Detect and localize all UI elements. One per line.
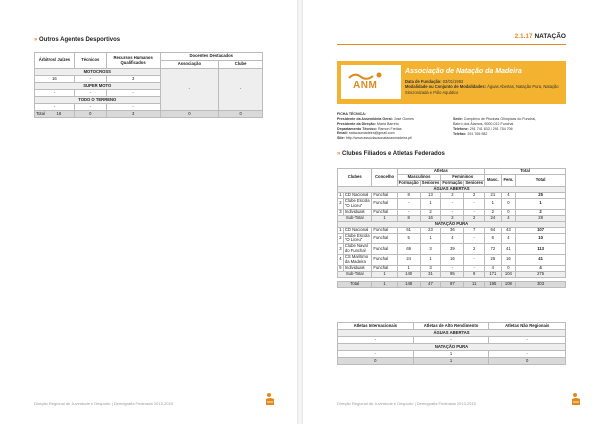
col-recursos: Recursos Humanos Qualificados — [106, 53, 160, 69]
col-docentes: Docentes Destacados — [160, 53, 262, 61]
total-row: Total 16 0 3 0 0 — [35, 111, 263, 118]
association-info: Data de Fundação: 03/01/1992 Modalidade ou Conjunto de Modalidades: Águas Abertas, Natação Pura, Natação Sincronizada e Pólo Aquático — [405, 79, 559, 95]
table-row: 5 Individuais Funchal 1 3 - - 4 0 4 — [338, 265, 566, 271]
table-row: 3 Clube Naval do Funchal Funchal 69 3 39 2 72 41 113 — [338, 244, 566, 255]
right-page — [303, 0, 600, 424]
subtotal-row: Sub-Total 1 8 16 2 2 24 4 28 — [338, 215, 566, 221]
col-total: Total — [485, 169, 566, 175]
table-row: - - - — [35, 90, 263, 97]
table-row: 2 Clube Escola "O Liceu" Funchal - 1 - - 1 0 1 — [338, 199, 566, 210]
table-row: 3 Individuais Funchal - 2 - - 2 0 2 — [338, 209, 566, 215]
table-row: 1 CD Nacional Funchal 8 13 2 2 21 4 25 — [338, 193, 566, 199]
col-clubes: Clubes — [338, 169, 372, 187]
association-banner — [337, 61, 566, 104]
total-row: Total 1 148 47 97 11 195 108 303 — [338, 281, 566, 287]
drjd-logo-icon — [264, 392, 276, 406]
section-row: MOTOCROSS — [35, 69, 161, 76]
drjd-logo-icon — [570, 392, 582, 406]
col-atletas: Atletas — [397, 169, 484, 175]
footer-text: Direção Regional de Juventude e Desporto | Demografia Federada 2013-2015 — [337, 401, 476, 406]
heading-rule — [337, 44, 566, 45]
outros-agentes-table — [34, 52, 263, 118]
anm-logo: ANM — [341, 65, 401, 99]
col-nao-regionais: Atletas Não Regionais — [489, 323, 566, 330]
group-row: ÁGUAS ABERTAS — [338, 330, 566, 337]
subtotal-row: Sub-Total 1 140 31 95 9 171 104 275 — [338, 271, 566, 277]
docentes-associacao-value: - — [160, 69, 219, 111]
table-row: 1 CD Nacional Funchal 61 23 36 7 64 43 107 — [338, 227, 566, 233]
table-row: - 1 - — [338, 351, 566, 358]
table-row: 16 - 3 — [35, 76, 263, 83]
association-name: Associação de Natação da Madeira — [405, 68, 522, 75]
tech-sheet-left: FICHA TÉCNICA: Presidente da Assembleia Geral: José Gomes Presidente da Direção: Maria Barreto Departamento Técnico: Ramon Freitas Email: natacaomadeira@gmail.com Site: http://www.associacaonatacaomadeira.pt/ — [337, 112, 414, 141]
col-concelho: Concelho — [372, 169, 397, 187]
col-masculinos: Masculinos — [397, 175, 441, 181]
table-row: 4 CS Marítimo da Madeira Funchal 24 1 16 - 25 16 41 — [338, 254, 566, 265]
docentes-clube-value: - — [219, 69, 263, 111]
total-row: 0 1 0 — [338, 358, 566, 365]
col-associacao: Associação — [160, 61, 219, 69]
section-title-outros-agentes: » Outros Agentes Desportivos — [34, 37, 121, 43]
table-row: - - - — [35, 104, 263, 111]
col-arbitros: Árbitros/ Juízes — [35, 53, 75, 69]
group-row: NATAÇÃO PURA — [338, 221, 566, 227]
section-row: SUPER MOTO — [35, 83, 161, 90]
col-tecnicos: Técnicos — [74, 53, 106, 69]
col-alto-rendimento: Atletas de Alto Rendimento — [413, 323, 489, 330]
col-internacionais: Atletas Internacionais — [338, 323, 414, 330]
footer-text: Direção Regional de Juventude e Desporto | Demografia Federada 2013-2015 — [34, 401, 173, 406]
left-page — [0, 0, 297, 424]
table-row: - - - — [338, 337, 566, 344]
group-row: NATAÇÃO PURA — [338, 344, 566, 351]
col-femininos: Femininos — [441, 175, 485, 181]
group-row: ÁGUAS ABERTAS — [338, 187, 566, 193]
atletas-table — [337, 322, 566, 365]
section-row: TODO O TERRENO — [35, 97, 161, 104]
chapter-heading: 2.1.17 NATAÇÃO — [514, 33, 566, 40]
section-title-clubes: » Clubes Filiados e Atletas Federados — [337, 151, 445, 157]
tech-sheet-right: Sede: Complexo de Piscinas Olímpicas do Funchal, Bairro dos Álamos, 9000-012 Funchal Telefone: 291 741 833 / 291 754 706 Telefax: 291 765 982 — [453, 117, 537, 136]
clubes-table: Clubes Concelho Atletas Total Masculinos Femininos Masc. Fem. Total Formação Seniores Formação Seniores ÁGUAS ABERTAS 1 CD Nacional Funchal 8 13 2 2 21 4 25 2 Clube Escola "O Liceu" Funchal - 1 - - 1 0 1 3 Individuais Funchal - 2 - - 2 0 2 Sub-Total 1 8 16 2 2 24 4 28 NATAÇÃO PURA 1 CD Nacional Funchal 61 23 36 7 64 43 107 2 Clube Escola "O Liceu" Funchal 5 1 4 - 6 4 10 3 Clube Naval do Funchal Funchal 69 3 39 2 72 41 113 4 CS Marítimo da Madeira Funchal 24 1 16 - 25 16 41 5 Individuais Funchal 1 3 - - 4 0 4 Sub-Total 1 140 31 95 9 171 104 275 Total 1 148 47 97 11 195 108 303 — [337, 168, 566, 288]
col-clube: Clube — [219, 61, 263, 69]
table-row: 2 Clube Escola "O Liceu" Funchal 5 1 4 - 6 4 10 — [338, 233, 566, 244]
